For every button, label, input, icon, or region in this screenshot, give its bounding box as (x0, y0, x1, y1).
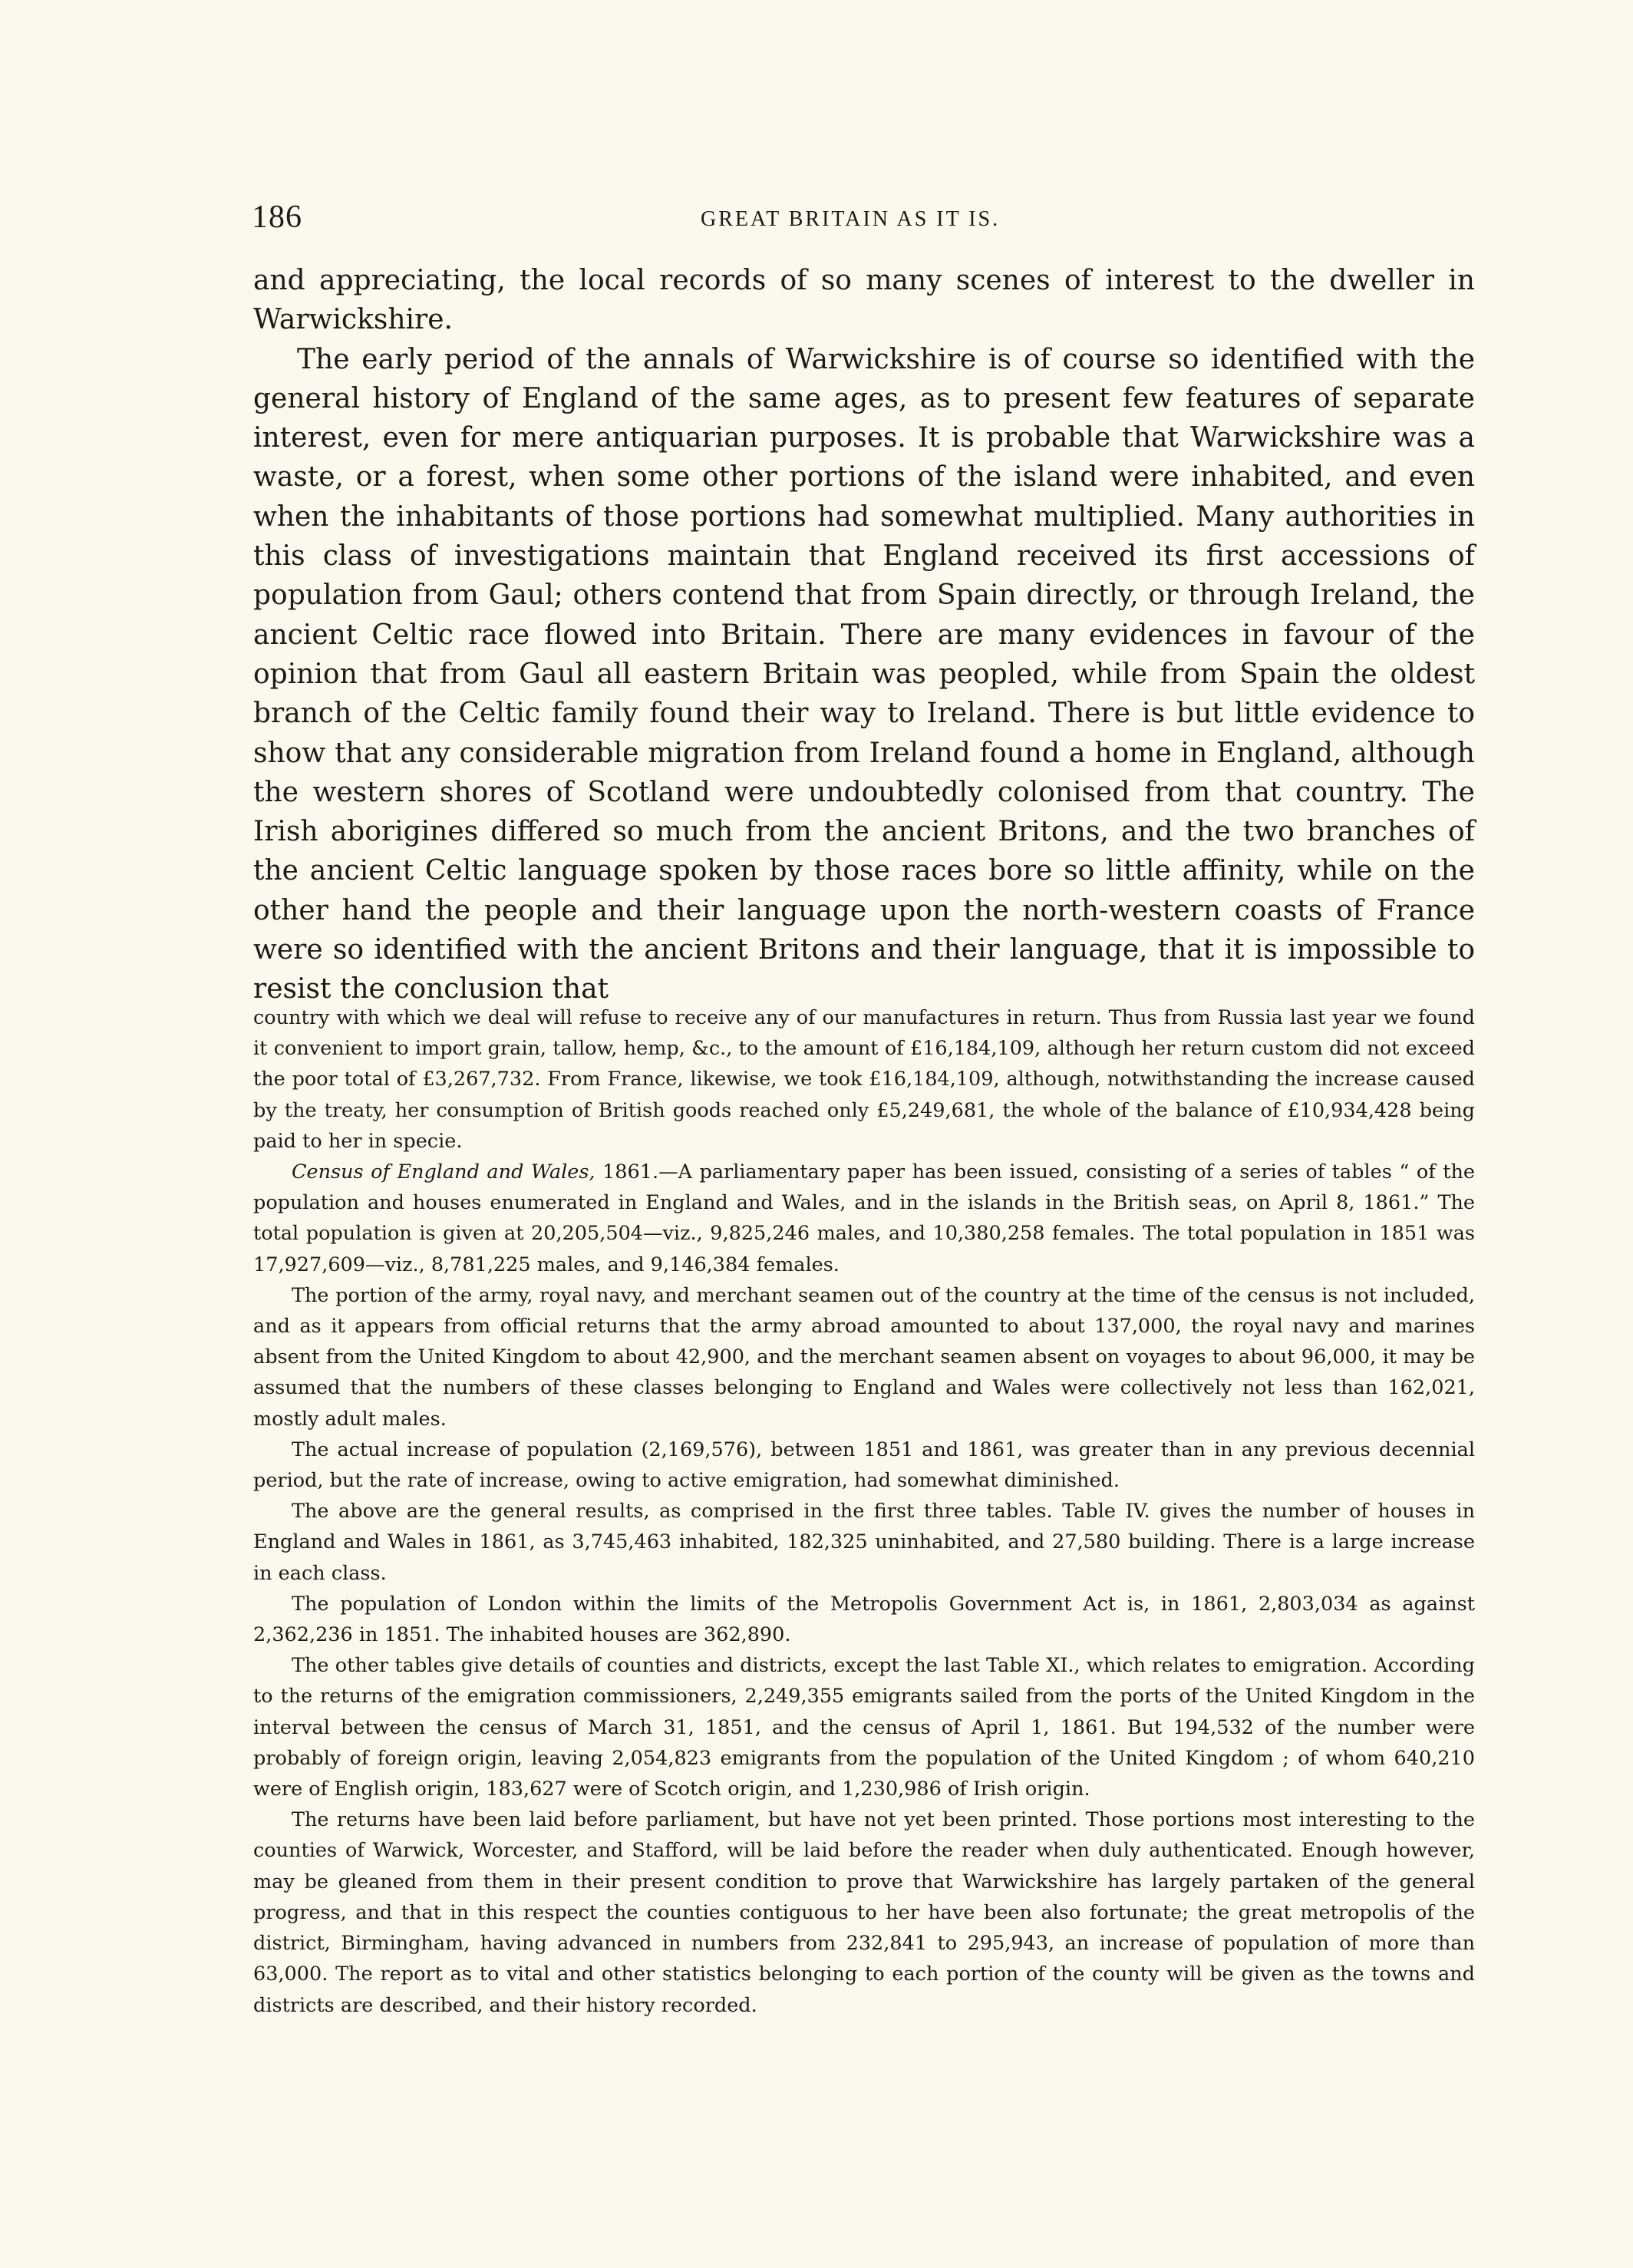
main-text (253, 261, 1475, 1009)
footnote-london: The population of London within the limits of the Metropolis Government Act is, in 1861, 2,803,034 as against 2,362,236 in 1851. The inhabited houses are 362,890. (253, 1592, 1475, 1647)
footnote-returns: The returns have been laid before parliament, but have not yet been printed. Those portions most interesting to the counties of Warwick, Worcester, and Stafford, will be laid before the reader when duly authenticated. Enough however, may be gleaned from them in their present condition to prove that Warwickshire has largely partaken of the general progress, and that in this respect the counties contiguous to her have been also fortunate; the great metropolis of the district, Birmingham, having advanced in numbers from 232,841 to 295,943, an increase of population of more than 63,000. The report as to vital and other statistics belonging to each portion of the county will be given as the towns and districts are described, and their history recorded. (253, 1808, 1475, 2017)
footnote-houses: The above are the general results, as comprised in the first three tables. Table IV. gives the number of houses in England and Wales in 1861, as 3,745,463 inhabited, 182,325 uninhabited, and 27,580 building. There is a large increase in each class. (253, 1500, 1475, 1585)
running-title: GREAT BRITAIN AS IT IS. (701, 207, 1001, 231)
footnote-trade: country with which we deal will refuse to receive any of our manufactures in return. Thus from Russia last year we found it convenient to import grain, tallow, hemp, &c., to the amount of £16,184,109, although her return custom did not exceed the poor total of £3,267,732. From France, likewise, we took £16,184,109, although, notwithstanding the increase caused by the treaty, her consumption of British goods reached only £5,249,681, the whole of the balance of £10,934,428 being paid to her in specie. (253, 1006, 1475, 1153)
paragraph-continued: and appreciating, the local records of so many scenes of interest to the dweller in Warwickshire. (253, 265, 1475, 336)
running-head (252, 198, 1473, 236)
census-title: Census of England and Wales, (292, 1160, 595, 1184)
footnote-increase: The actual increase of population (2,169,576), between 1851 and 1861, was greater than in any previous decennial period, but the rate of increase, owing to active emigration, had somewhat diminished. (253, 1438, 1475, 1493)
footnote-army: The portion of the army, royal navy, and merchant seamen out of the country at the time of the census is not included, and as it appears from official returns that the army abroad amounted to about 137,000, the royal navy and marines absent from the United Kingdom to about 42,900, and the merchant seamen absent on voyages to about 96,000, it may be assumed that the numbers of these classes belonging to England and Wales were collectively not less than 162,021, mostly adult males. (253, 1283, 1475, 1431)
paragraph-early-period: The early period of the annals of Warwickshire is of course so identified with the general history of England of the same ages, as to present few features of separate interest, even for mere antiquarian purposes. It is probable that Warwickshire was a waste, or a forest, when some other portions of the island were inhabited, and even when the inhabitants of those portions had somewhat multiplied. Many authorities in this class of investigations maintain that England received its first accessions of population from Gaul; others contend that from Spain directly, or through Ireland, the ancient Celtic race flowed into Britain. There are many evidences in favour of the opinion that from Gaul all eastern Britain was peopled, while from Spain the oldest branch of the Celtic family found their way to Ireland. There is but little evidence to show that any considerable migration from Ireland found a home in England, although the western shores of Scotland were undoubtedly colonised from that country. The Irish aborigines differed so much from the ancient Britons, and the two branches of the ancient Celtic language spoken by those races bore so little affinity, while on the other hand the people and their language upon the north-western coasts of France were so identified with the ancient Britons and their language, that it is impossible to resist the conclusion that (253, 343, 1475, 1005)
footnote-emigration: The other tables give details of counties and districts, except the last Table XI., which relates to emigration. According to the returns of the emigration commissioners, 2,249,355 emigrants sailed from the ports of the United Kingdom in the interval between the census of March 31, 1851, and the census of April 1, 1861. But 194,532 of the number were probably of foreign origin, leaving 2,054,823 emigrants from the population of the United Kingdom ; of whom 640,210 were of English origin, 183,627 were of Scotch origin, and 1,230,986 of Irish origin. (253, 1654, 1475, 1801)
footnote-census (253, 1157, 1475, 1280)
census-text: 1861.—A parliamentary paper has been issued, consisting of a series of tables “ of the population and houses enumerated in England and Wales, and in the islands in the British seas, on April 8, 1861.” The total population is given at 20,205,504—viz., 9,825,246 males, and 10,380,258 females. The total population in 1851 was 17,927,609—viz., 8,781,225 males, and 9,146,384 females. (253, 1160, 1475, 1276)
footnotes (253, 1002, 1475, 2021)
page-number: 186 (252, 200, 302, 235)
